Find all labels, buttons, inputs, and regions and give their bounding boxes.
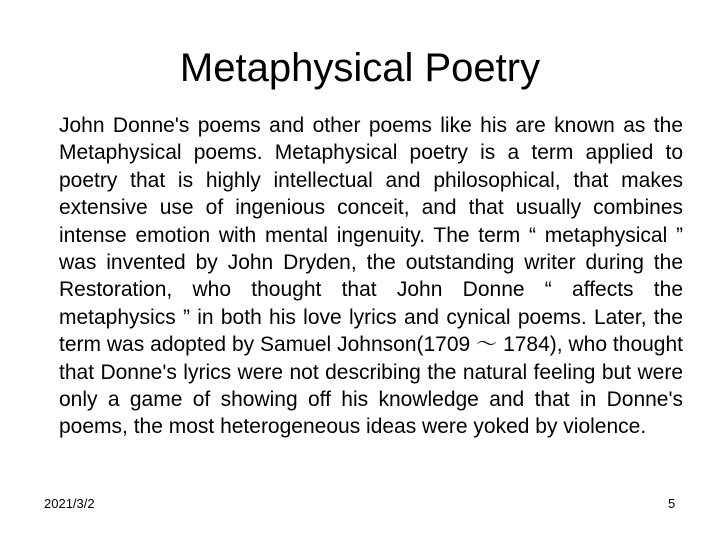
slide-body-text: John Donne's poems and other poems like his are known as the Metaphysical poems. Metaphysical poetry is a term applied to poetry that is highly intellectual and philosophical, that makes extensive use of ingenious conceit, and that usually combines intense emotion with mental ingenuity. The term “ metaphysical ” was invented by John Dryden, the outstanding writer during the Restoration, who thought that John Donne “ affects the metaphysics ” in both his love lyrics and cynical poems. Later, the term was adopted by Samuel Johnson(1709 ～ 1784), who thought that Donne's lyrics were not describing the natural feeling but were only a game of showing off his knowledge and that in Donne's poems, the most heterogeneous ideas were yoked by violence. (59, 114, 683, 439)
footer-page-number: 5 (668, 496, 676, 511)
footer-date: 2021/3/2 (44, 496, 95, 511)
slide-title: Metaphysical Poetry (179, 46, 541, 90)
